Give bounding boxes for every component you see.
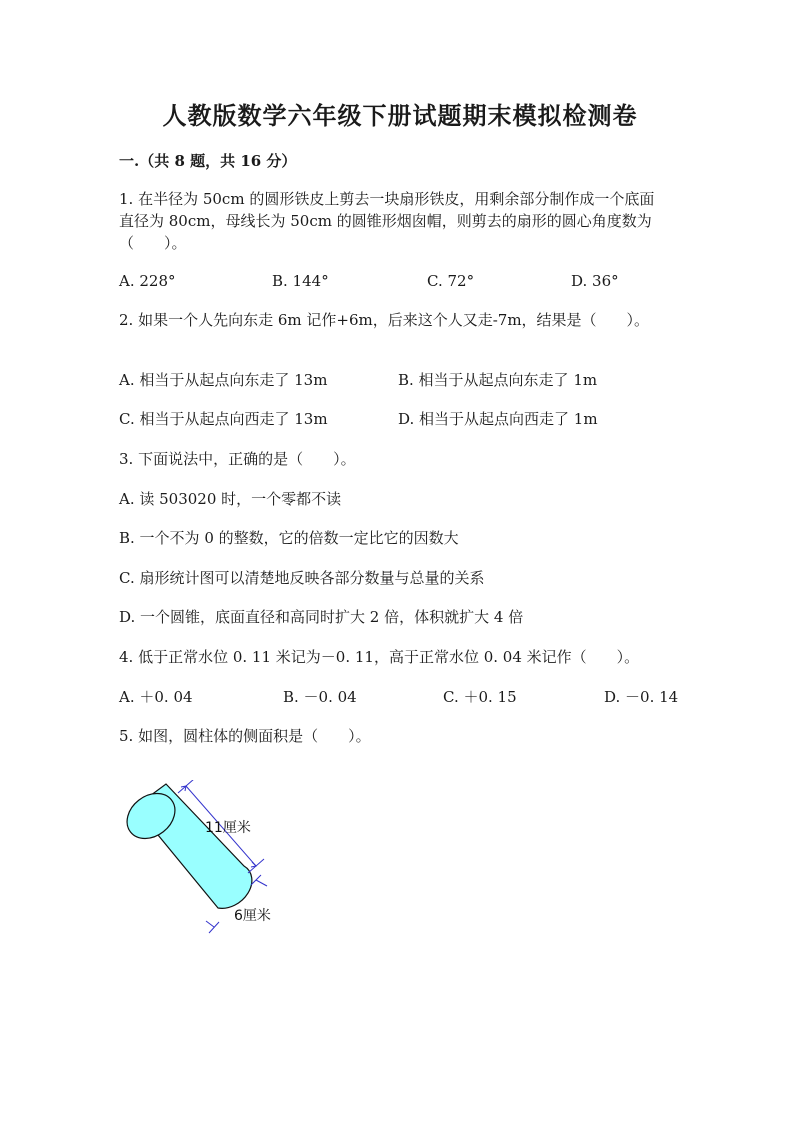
question-1-stem-line-2: 直径为 80cm，母线长为 50cm 的圆锥形烟囱帽，则剪去的扇形的圆心角度数为 xyxy=(119,212,652,230)
cylinder-figure xyxy=(118,780,308,950)
question-1-option-c[interactable]: C. 72° xyxy=(427,272,475,290)
question-2-stem: 2. 如果一个人先向东走 6m 记作+6m，后来这个人又走-7m，结果是（ ）。 xyxy=(119,311,650,329)
question-4-option-a[interactable]: A. ＋0. 04 xyxy=(119,688,193,706)
question-1-stem-line-1: 1. 在半径为 50cm 的圆形铁皮上剪去一块扇形铁皮，用剩余部分制作成一个底面 xyxy=(119,190,655,208)
question-1-option-a[interactable]: A. 228° xyxy=(119,272,176,290)
question-4-stem: 4. 低于正常水位 0. 11 米记为－0. 11，高于正常水位 0. 04 米记作（ ）。 xyxy=(119,648,640,666)
question-1-option-d[interactable]: D. 36° xyxy=(571,272,619,290)
question-2-option-b[interactable]: B. 相当于从起点向东走了 1m xyxy=(398,371,598,389)
question-1-stem-line-3: （ ）。 xyxy=(119,234,187,252)
page-title: 人教版数学六年级下册试题期末模拟检测卷 xyxy=(162,102,638,130)
question-3-stem: 3. 下面说法中，正确的是（ ）。 xyxy=(119,450,356,468)
diameter-label: 6厘米 xyxy=(234,908,271,924)
question-3-option-b[interactable]: B. 一个不为 0 的整数，它的倍数一定比它的因数大 xyxy=(119,529,459,547)
question-4-option-c[interactable]: C. ＋0. 15 xyxy=(443,688,517,706)
section-heading: 一.（共 8 题，共 16 分） xyxy=(119,152,297,170)
question-5-stem: 5. 如图，圆柱体的侧面积是（ ）。 xyxy=(119,727,371,745)
question-3-option-a[interactable]: A. 读 503020 时，一个零都不读 xyxy=(119,490,342,508)
cylinder-diagram xyxy=(118,780,308,950)
question-4-option-d[interactable]: D. －0. 14 xyxy=(604,688,679,706)
length-label: 11厘米 xyxy=(205,820,251,836)
question-2-option-a[interactable]: A. 相当于从起点向东走了 13m xyxy=(119,371,328,389)
question-1-option-b[interactable]: B. 144° xyxy=(272,272,329,290)
question-3-option-d[interactable]: D. 一个圆锥，底面直径和高同时扩大 2 倍，体积就扩大 4 倍 xyxy=(119,608,524,626)
question-2-option-d[interactable]: D. 相当于从起点向西走了 1m xyxy=(398,410,598,428)
question-2-option-c[interactable]: C. 相当于从起点向西走了 13m xyxy=(119,410,328,428)
question-4-option-b[interactable]: B. －0. 04 xyxy=(283,688,357,706)
question-3-option-c[interactable]: C. 扇形统计图可以清楚地反映各部分数量与总量的关系 xyxy=(119,569,485,587)
